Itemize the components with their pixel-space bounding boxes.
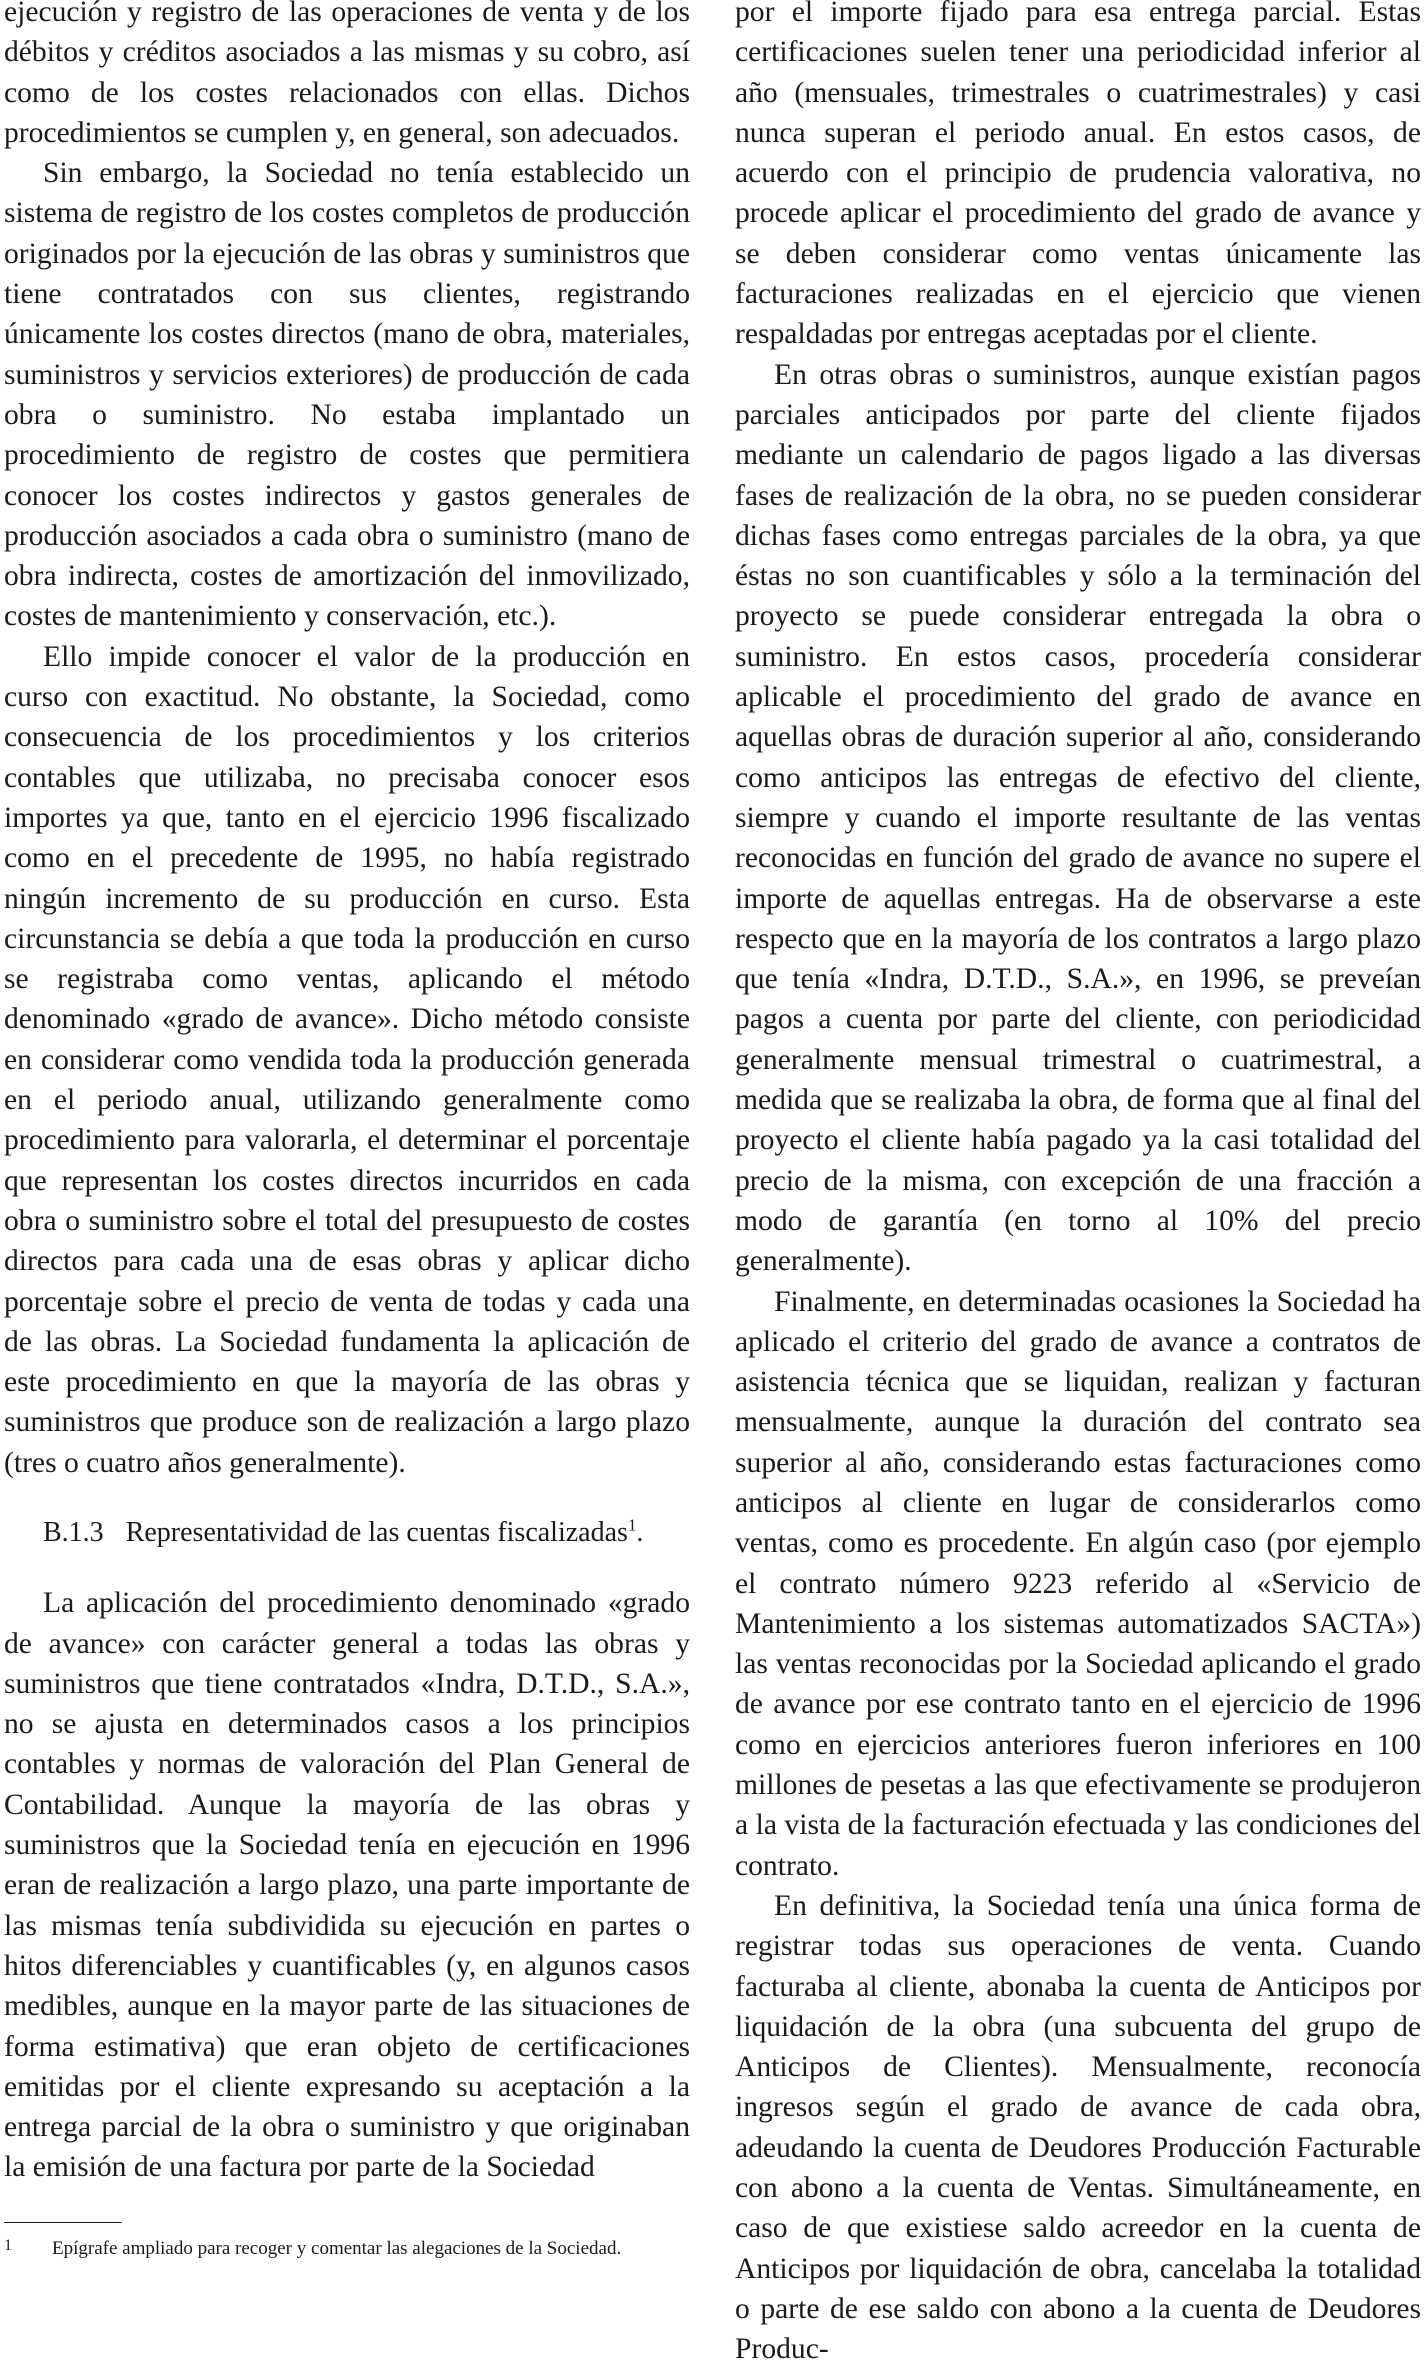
paragraph: Sin embargo, la Sociedad no tenía establecido un sistema de registro de los costes completos de producción originados por la ejecución de las obras y suministros que tiene contratados con sus clientes, registrando únicamente los costes directos (mano de obra, materiales, suministros y servicios exteriores) de producción de cada obra o suministro. No estaba implantado un procedimiento de registro de costes que permitiera conocer los costes indirectos y gastos generales de producción asociados a cada obra o suministro (mano de obra indirecta, costes de amortización del inmovilizado, costes de mantenimiento y conservación, etc.). bbox=[4, 157, 690, 633]
section-number: B.1.3 bbox=[43, 1516, 104, 1548]
footnote-mark: 1 bbox=[4, 2237, 12, 2254]
footnote-reference: 1 bbox=[627, 1515, 637, 1535]
footnote-text: Epígrafe ampliado para recoger y comentar las alegaciones de la Sociedad. bbox=[52, 2238, 622, 2259]
left-column bbox=[4, 0, 690, 2188]
paragraph: ejecución y registro de las operaciones de venta y de los débitos y créditos asociados a las mismas y su cobro, así como de los costes relacionados con ellas. Dichos procedimientos se cumplen y, en general, son adecuados. bbox=[4, 0, 690, 149]
paragraph: por el importe fijado para esa entrega parcial. Estas certificaciones suelen tener una periodicidad inferior al año (mensuales, trimestrales o cuatrimestrales) y casi nunca superan el periodo anual. En estos casos, de acuerdo con el principio de prudencia valorativa, no procede aplicar el procedimiento del grado de avance y se deben considerar como ventas únicamente las facturaciones realizadas en el ejercicio que vienen respaldadas por entregas aceptadas por el cliente. bbox=[735, 0, 1421, 351]
footnote-divider bbox=[4, 2222, 122, 2223]
section-title-end: . bbox=[636, 1516, 644, 1548]
footnote bbox=[4, 2234, 704, 2261]
paragraph: En definitiva, la Sociedad tenía una única forma de registrar todas sus operaciones de venta. Cuando facturaba al cliente, abonaba la cuenta de Anticipos por liquidación de la obra (una subcuenta del grupo de Anticipos de Clientes). Mensualmente, reconocía ingresos según el grado de avance de cada obra, adeudando la cuenta de Deudores Producción Facturable con abono a la cuenta de Ventas. Simultáneamente, en caso de que existiese saldo acreedor en la cuenta de Anticipos por liquidación de obra, cancelaba la totalidad o parte de ese saldo con abono a la cuenta de Deudores Produc- bbox=[735, 1889, 1421, 2366]
paragraph: Ello impide conocer el valor de la producción en curso con exactitud. No obstante, la Sociedad, como consecuencia de los procedimientos y los criterios contables que utilizaba, no precisaba conocer esos importes ya que, tanto en el ejercicio 1996 fiscalizado como en el precedente de 1995, no había registrado ningún incremento de su producción en curso. Esta circunstancia se debía a que toda la producción en curso se registraba como ventas, aplicando el método denominado «grado de avance». Dicho método consiste en considerar como vendida toda la producción generada en el periodo anual, utilizando generalmente como procedimiento para valorarla, el determinar el porcentaje que representan los costes directos incurridos en cada obra o suministro sobre el total del presupuesto de costes directos para cada una de esas obras y aplicar dicho porcentaje sobre el precio de venta de todas y cada una de las obras. La Sociedad fundamenta la aplicación de este procedimiento en que la mayoría de las obras y suministros que produce son de realización a largo plazo (tres o cuatro años generalmente). bbox=[4, 640, 690, 1479]
paragraph: En otras obras o suministros, aunque existían pagos parciales anticipados por parte del cliente fijados mediante un calendario de pagos ligado a las diversas fases de realización de la obra, no se pueden considerar dichas fases como entregas parciales de la obra, ya que éstas no son cuantificables y sólo a la terminación del proyecto se puede considerar entregada la obra o suministro. En estos casos, procedería considerar aplicable el procedimiento del grado de avance en aquellas obras de duración superior al año, considerando como anticipos las entregas de efectivo del cliente, siempre y cuando el importe resultante de las ventas reconocidas en función del grado de avance no supere el importe de aquellas entregas. Ha de observarse a este respecto que en la mayoría de los contratos a largo plazo que tenía «Indra, D.T.D., S.A.», en 1996, se preveían pagos a cuenta por parte del cliente, con periodicidad generalmente mensual trimestral o cuatrimestral, a medida que se realizaba la obra, de forma que al final del proyecto el cliente había pagado ya la casi totalidad del precio de la misma, con excepción de una fracción a modo de garantía (en torno al 10% del precio generalmente). bbox=[735, 358, 1421, 1278]
section-heading bbox=[4, 1513, 690, 1553]
paragraph: Finalmente, en determinadas ocasiones la Sociedad ha aplicado el criterio del grado de avance a contratos de asistencia técnica que se liquidan, realizan y facturan mensualmente, aunque la duración del contrato sea superior al año, considerando estas facturaciones como anticipos al cliente en lugar de considerarlos como ventas, como es procedente. En algún caso (por ejemplo el contrato número 9223 referido al «Servicio de Mantenimiento a los sistemas automatizados SACTA») las ventas reconocidas por la Sociedad aplicando el grado de avance por ese contrato tanto en el ejercicio de 1996 como en ejercicios anteriores fueron inferiores en 100 millones de pesetas a las que efectivamente se produjeron a la vista de la facturación efectuada y las condiciones del contrato. bbox=[735, 1285, 1421, 1882]
right-column bbox=[735, 0, 1421, 2370]
section-title: Representatividad de las cuentas fiscalizadas bbox=[125, 1516, 628, 1548]
paragraph: La aplicación del procedimiento denominado «grado de avance» con carácter general a todas las obras y suministros que tiene contratados «Indra, D.T.D., S.A.», no se ajusta en determinados casos a los principios contables y normas de valoración del Plan General de Contabilidad. Aunque la mayoría de las obras y suministros que la Sociedad tenía en ejecución en 1996 eran de realización a largo plazo, una parte importante de las mismas tenía subdividida su ejecución en partes o hitos diferenciables y cuantificables (y, en algunos casos medibles, aunque en la mayor parte de las situaciones de forma estimativa) que eran objeto de certificaciones emitidas por el cliente expresando su aceptación a la entrega parcial de la obra o suministro y que originaban la emisión de una factura por parte de la Sociedad bbox=[4, 1587, 690, 2184]
